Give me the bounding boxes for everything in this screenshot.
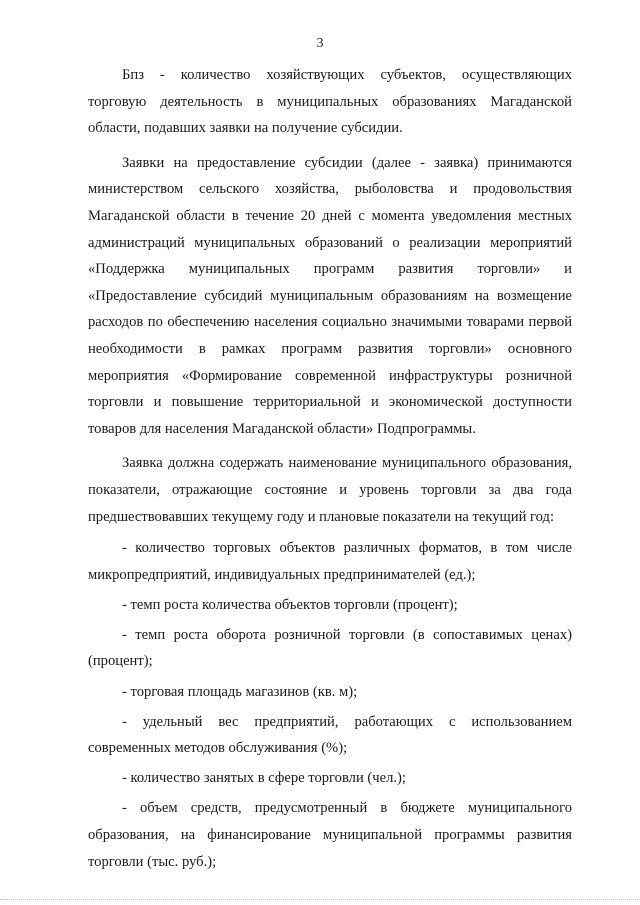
list-item-employment: - количество занятых в сфере торговли (чел.); [122,770,406,787]
document-body [88,62,572,875]
list-item-objects-growth-rate: - темп роста количества объектов торговли (процент); [122,596,458,613]
paragraph-application-content: Заявка должна содержать наименование муниципального образования, показатели, отражающие состояние и уровень торговли за два года предшествовавших текущему году и плановые показатели на текущий год: [88,455,572,525]
list-item-modern-service-share: - удельный вес предприятий, работающих с использованием современных методов обслуживания (%); [88,713,572,757]
page-number: 3 [316,36,324,51]
list-item-store-area: - торговая площадь магазинов (кв. м); [122,683,358,700]
list-item-budget-funding: - объем средств, предусмотренный в бюджете муниципального образования, на финансирование муниципальной программы развития торговли (тыс. руб.); [88,800,572,870]
paragraph-application-submission: Заявки на предоставление субсидии (далее - заявка) принимаются министерством сельского хозяйства, рыболовства и продовольствия Магаданской области в течение 20 дней с момента уведомления местных администраций муниципальных образований о реализации мероприятий «Поддержка муниципальных программ развития торговли» и «Предоставление субсидий муниципальным образованиям на возмещение расходов по обеспечению населения социально значимыми товарами первой необходимости в рамках программ развития торговли» основного мероприятия «Формирование современной инфраструктуры розничной торговли и повышение территориальной и экономической доступности товаров для населения Магаданской области» Подпрограммы. [88,154,572,437]
list-item-retail-turnover-growth: - темп роста оборота розничной торговли (в сопоставимых ценах) (процент); [88,626,572,670]
page-bottom-edge [0,899,640,900]
indicator-list [88,535,572,875]
list-item-trade-objects-count: - количество торговых объектов различных форматов, в том числе микропредприятий, индивидуальных предпринимателей (ед.); [88,540,572,583]
paragraph-bpz-definition: Бпз - количество хозяйствующих субъектов, осуществляющих торговую деятельность в муниципальных образованиях Магаданской области, подавших заявки на получение субсидии. [88,67,572,137]
